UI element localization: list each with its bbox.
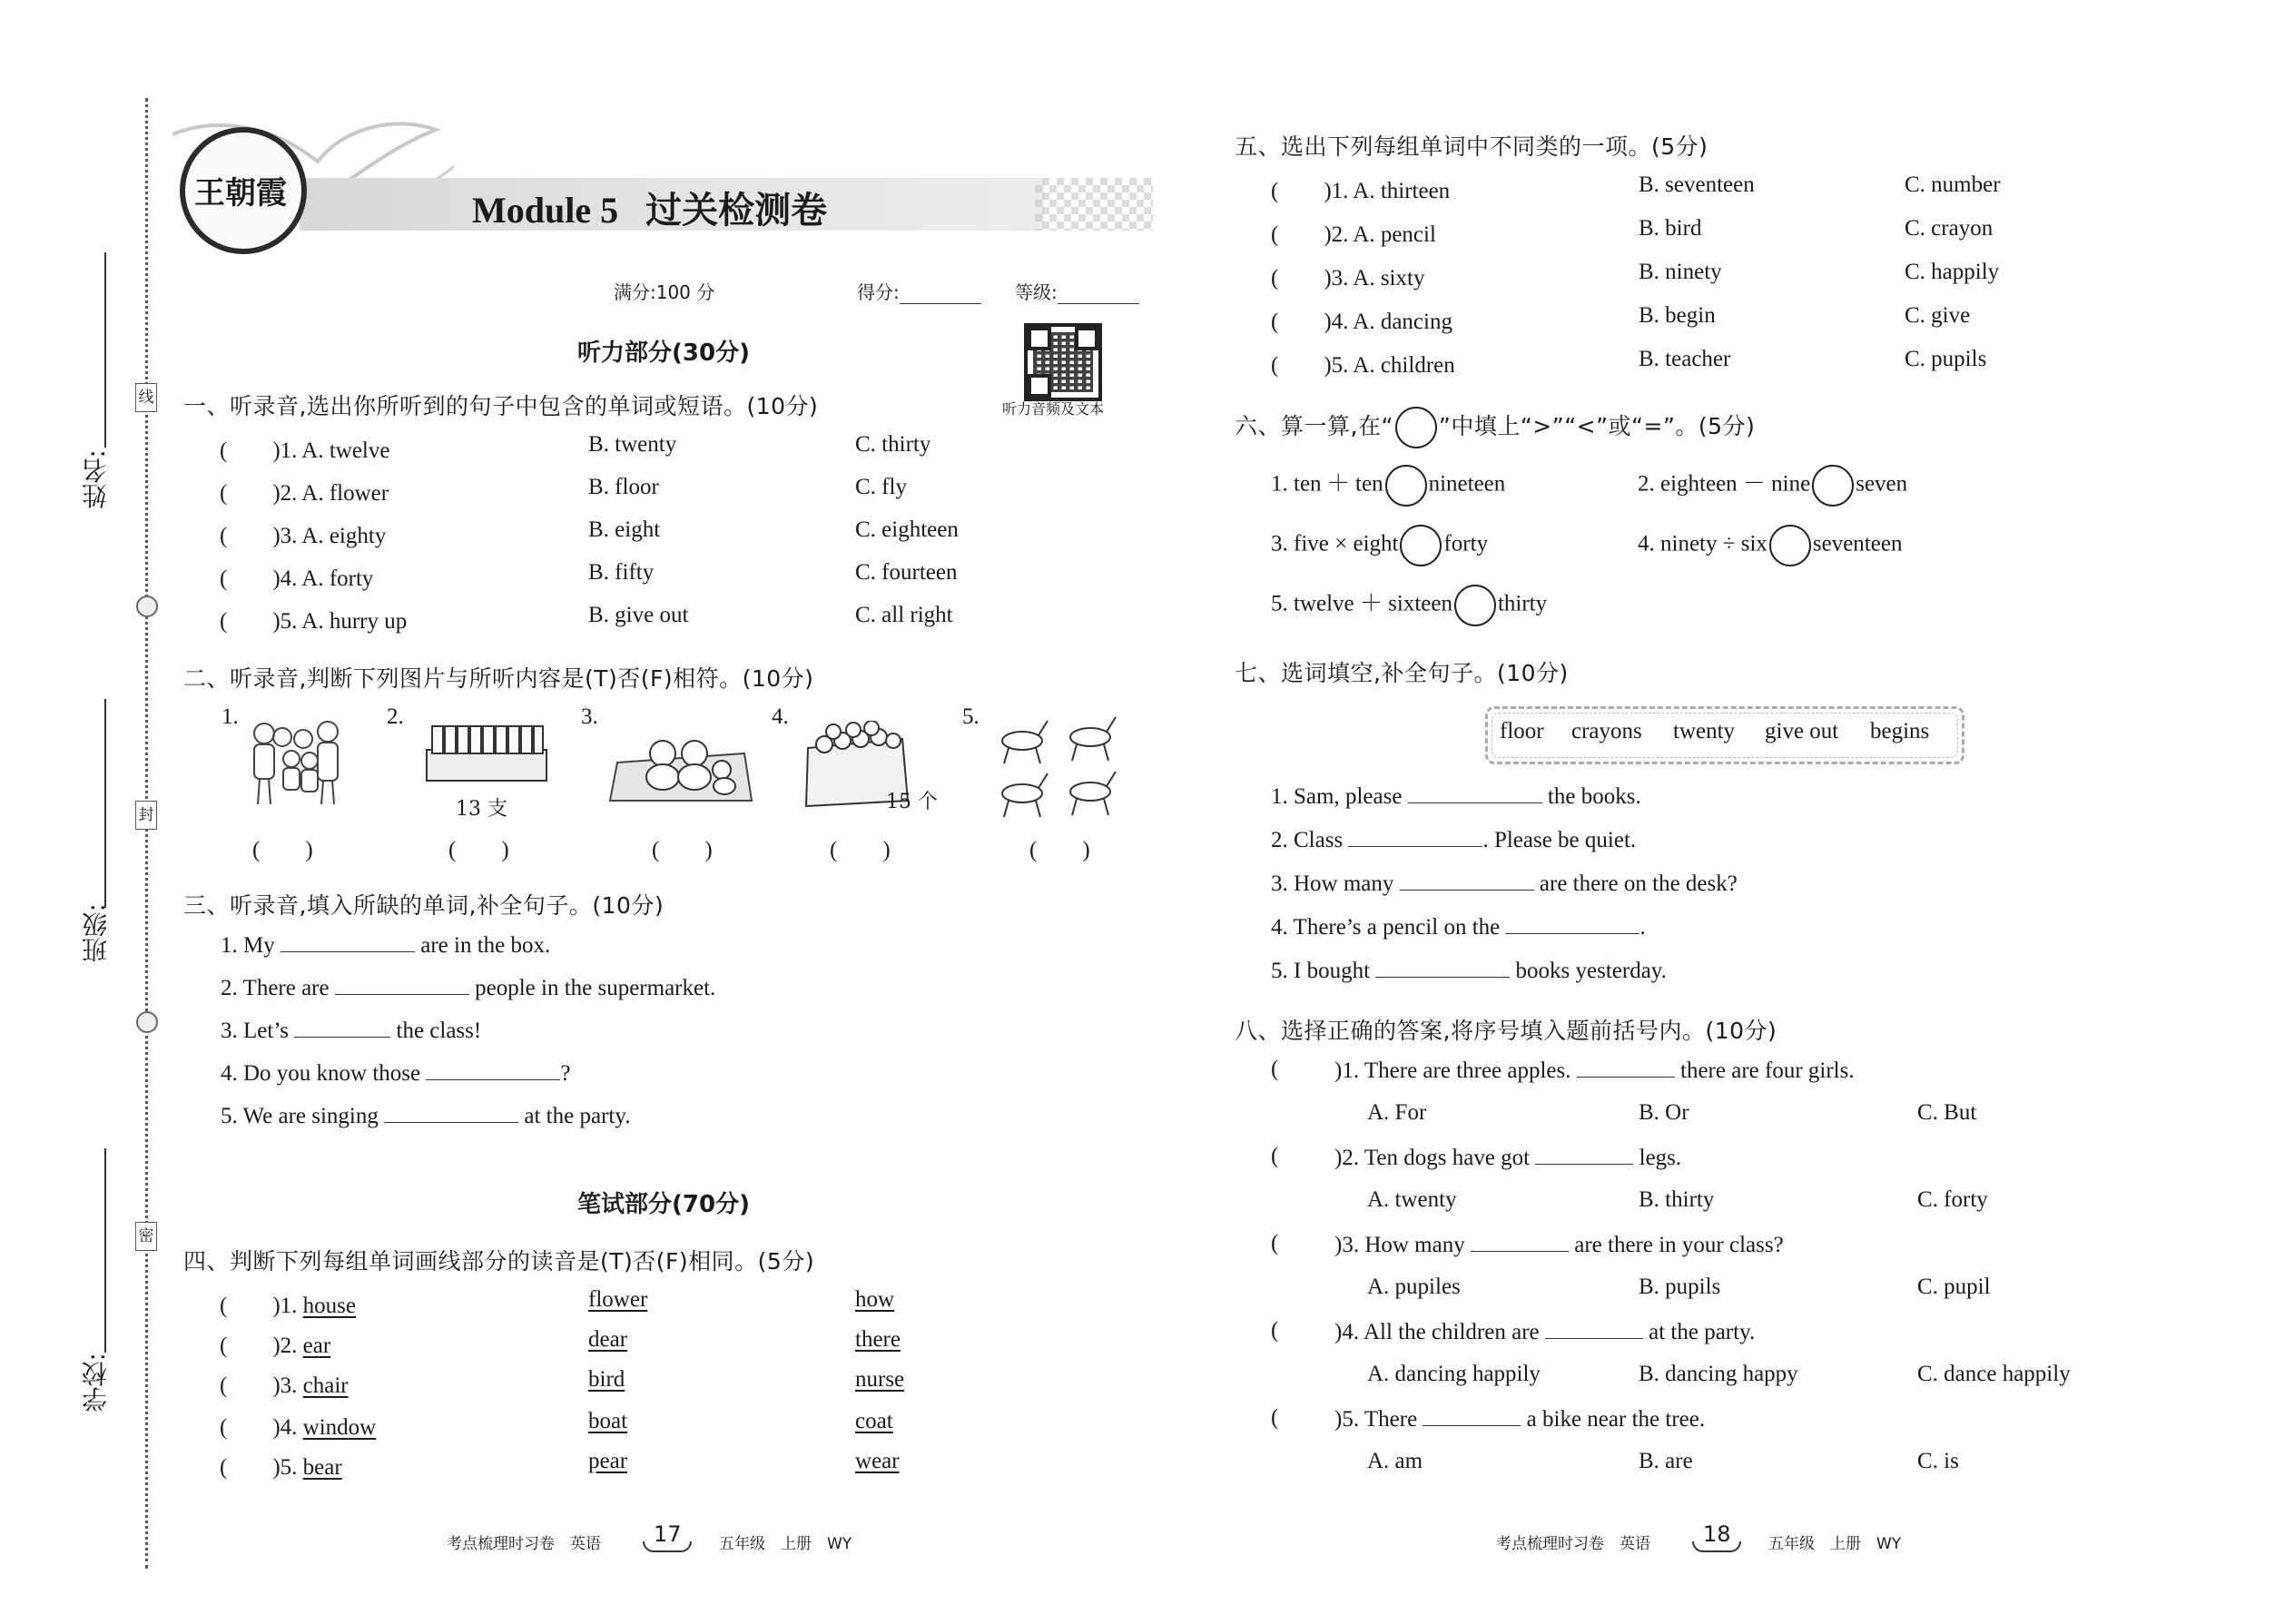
s1-q3[interactable]: ( )3. A. eighty (220, 524, 387, 548)
s1-q2-c: C. fly (855, 475, 907, 499)
s7-item-2: 2. Class . Please be quiet. (1271, 828, 1637, 852)
s6-circle-2[interactable] (1812, 465, 1854, 507)
score-label: 得分: (857, 281, 900, 303)
s5-q2-c: C. crayon (1905, 216, 1994, 241)
s4-q2[interactable]: ( )2. ear (220, 1334, 331, 1358)
section-1-title: 一、听录音,选出你所听到的句子中包含的单词或短语。(10分) (183, 393, 819, 419)
binding-dotted-line (145, 98, 148, 1569)
section-8-title: 八、选择正确的答案,将序号填入题前括号内。(10分) (1235, 1018, 1777, 1044)
footer-right-tail: 五年级 上册 WY (1768, 1535, 1902, 1553)
class-label: 班级: (81, 903, 111, 963)
grade-label: 等级: (1015, 281, 1058, 303)
s4-q1[interactable]: ( )1. house (220, 1294, 356, 1318)
binding-tag-secret: 密 (135, 1222, 157, 1251)
name-label: 姓名: (81, 449, 111, 509)
s5-q3-b: B. ninety (1639, 260, 1722, 284)
s6-item-1: 1. ten ＋ ten nineteen (1271, 465, 1505, 507)
s8-q2-c: C. forty (1917, 1187, 1988, 1212)
animals-picture (608, 717, 753, 808)
family-picture (241, 714, 350, 813)
s7-blank-4[interactable] (1505, 913, 1639, 934)
s4-q5-word2: pear (588, 1449, 628, 1473)
footer-left-text: 考点梳理时习卷 英语 (447, 1535, 601, 1553)
s3-item-2: 2. There are people in the supermarket. (221, 976, 716, 1000)
s6-circle-4[interactable] (1769, 525, 1811, 566)
s5-q4-c: C. give (1905, 303, 1971, 328)
pic-num-3: 3. (581, 704, 598, 729)
word-bank-item: give out (1765, 719, 1839, 743)
s4-q2-word2: dear (588, 1327, 628, 1352)
s4-q2-word3: there (855, 1327, 901, 1352)
s8-q1-c: C. But (1917, 1100, 1977, 1125)
s5-q4[interactable]: ( )4. A. dancing (1271, 310, 1452, 334)
pic-5-answer-bracket[interactable]: ( ) (1029, 838, 1090, 862)
s3-blank-5[interactable] (384, 1102, 518, 1123)
s5-q1-b: B. seventeen (1639, 172, 1755, 197)
s4-q3-word2: bird (588, 1367, 625, 1392)
s6-circle-5[interactable] (1454, 585, 1496, 626)
s8-q3: )3. How many are there in your class? (1334, 1233, 1784, 1257)
s8-q4: )4. All the children are at the party. (1334, 1320, 1756, 1344)
word-bank-item: floor (1500, 719, 1544, 743)
qr-caption: 听力音频及文本 (1002, 400, 1105, 418)
binding-hole-icon (136, 1011, 158, 1033)
s4-q3-word3: nurse (855, 1367, 905, 1392)
s8-q3-c: C. pupil (1917, 1275, 1991, 1299)
binding-tag-seal: 封 (135, 801, 157, 830)
s4-q4[interactable]: ( )4. window (220, 1415, 377, 1440)
section-4-title: 四、判断下列每组单词画线部分的读音是(T)否(F)相同。(5分) (183, 1248, 815, 1275)
s8-q1-b: B. Or (1639, 1100, 1689, 1125)
s4-q4-word2: boat (588, 1409, 628, 1433)
section-5-title: 五、选出下列每组单词中不同类的一项。(5分) (1235, 133, 1708, 160)
name-blank-line[interactable] (104, 252, 106, 448)
pic-2-caption: 13 支 (456, 798, 507, 821)
logo-text: 王朝霞 (194, 175, 287, 212)
pic-4-caption: 15 个 (886, 791, 938, 813)
school-label: 学校: (81, 1353, 111, 1412)
horses-picture (986, 714, 1131, 822)
pic-num-5: 5. (962, 704, 980, 729)
s3-item-3: 3. Let’s the class! (221, 1019, 482, 1043)
school-blank-line[interactable] (104, 1148, 106, 1353)
s8-q1: )1. There are three apples. there are four girls. (1334, 1058, 1855, 1083)
s3-item-4: 4. Do you know those ? (221, 1061, 571, 1086)
pic-num-4: 4. (772, 704, 789, 729)
pencils-box-picture (423, 723, 550, 786)
s8-q5-b: B. are (1639, 1449, 1693, 1473)
section-3-title: 三、听录音,填入所缺的单词,补全句子。(10分) (183, 892, 665, 919)
word-bank-item: crayons (1571, 719, 1642, 743)
footer-right-text: 考点梳理时习卷 英语 (1496, 1535, 1650, 1553)
pic-num-2: 2. (387, 704, 404, 729)
s5-q2[interactable]: ( )2. A. pencil (1271, 222, 1436, 247)
s6-circle-3[interactable] (1400, 525, 1442, 566)
s7-blank-5[interactable] (1375, 957, 1510, 978)
s5-q5-c: C. pupils (1905, 347, 1987, 371)
s1-q5-c: C. all right (855, 603, 953, 627)
s8-q2: )2. Ten dogs have got legs. (1334, 1146, 1682, 1170)
s6-item-4: 4. ninety ÷ six seventeen (1638, 525, 1902, 566)
s8-q4-b: B. dancing happy (1639, 1362, 1798, 1386)
s6-circle-1[interactable] (1385, 465, 1427, 507)
s3-blank-3[interactable] (294, 1017, 390, 1038)
s8-q2-a: A. twenty (1367, 1187, 1457, 1212)
s1-q4-b: B. fifty (588, 560, 655, 585)
s6-item-3: 3. five × eight forty (1271, 525, 1488, 566)
s1-q2[interactable]: ( )2. A. flower (220, 481, 389, 506)
s3-blank-4[interactable] (426, 1059, 560, 1080)
s1-q1[interactable]: ( )1. A. twelve (220, 438, 390, 463)
s3-item-5: 5. We are singing at the party. (221, 1104, 631, 1128)
s3-item-1: 1. My are in the box. (221, 933, 551, 958)
binding-tag-line: 线 (135, 383, 157, 412)
s6-item-5: 5. twelve ＋ sixteen thirty (1271, 585, 1547, 626)
s8-blank-2[interactable] (1535, 1144, 1633, 1165)
s8-q4-a: A. dancing happily (1367, 1362, 1541, 1386)
s4-q3[interactable]: ( )3. chair (220, 1373, 349, 1398)
s7-item-1: 1. Sam, please the books. (1271, 784, 1641, 809)
s5-q3[interactable]: ( )3. A. sixty (1271, 266, 1425, 290)
s8-q1-bracket[interactable]: ( (1271, 1057, 1279, 1081)
s7-blank-2[interactable] (1348, 826, 1482, 847)
pic-3-answer-bracket[interactable]: ( ) (652, 838, 713, 862)
full-score-label: 满分:100 分 (614, 281, 715, 303)
s4-q5-word3: wear (855, 1449, 900, 1473)
s7-item-4: 4. There’s a pencil on the . (1271, 915, 1646, 940)
s5-q5[interactable]: ( )5. A. children (1271, 353, 1455, 378)
score-blank[interactable] (900, 283, 981, 304)
section-6-title: 六、算一算,在“ ”中填上“>”“<”或“=”。(5分) (1235, 407, 1755, 448)
s5-q5-b: B. teacher (1639, 347, 1731, 371)
s8-q2-bracket[interactable]: ( (1271, 1144, 1279, 1168)
pic-num-1: 1. (222, 704, 239, 729)
s8-blank-1[interactable] (1577, 1057, 1675, 1078)
s8-q5-bracket[interactable]: ( (1271, 1405, 1279, 1430)
pic-4-answer-bracket[interactable]: ( ) (830, 838, 891, 862)
s1-q3-c: C. eighteen (855, 517, 959, 542)
s5-q4-b: B. begin (1639, 303, 1716, 328)
s8-blank-4[interactable] (1545, 1318, 1643, 1339)
listening-part-title: 听力部分(30分) (577, 340, 750, 367)
score-field (857, 278, 981, 304)
s1-q2-b: B. floor (588, 475, 659, 499)
s1-q3-b: B. eight (588, 517, 661, 542)
s5-q3-c: C. happily (1905, 260, 2000, 284)
s1-q4[interactable]: ( )4. A. forty (220, 566, 374, 591)
s5-q2-b: B. bird (1639, 216, 1702, 241)
s1-q5[interactable]: ( )5. A. hurry up (220, 609, 408, 634)
s8-q3-bracket[interactable]: ( (1271, 1231, 1279, 1255)
s8-q2-b: B. thirty (1639, 1187, 1715, 1212)
s8-q5-c: C. is (1917, 1449, 1959, 1473)
s1-q5-b: B. give out (588, 603, 689, 627)
s1-q1-b: B. twenty (588, 432, 677, 457)
page-number-right: 18 (1703, 1521, 1731, 1547)
s4-q1-word2: flower (588, 1287, 648, 1312)
s3-blank-1[interactable] (281, 931, 415, 952)
s8-q3-b: B. pupils (1639, 1275, 1721, 1299)
s1-q1-c: C. thirty (855, 432, 931, 457)
pic-2-answer-bracket[interactable]: ( ) (448, 838, 509, 862)
s4-q5[interactable]: ( )5. bear (220, 1455, 342, 1480)
s4-q4-word3: coat (855, 1409, 893, 1433)
grade-blank[interactable] (1058, 283, 1139, 304)
s8-q3-a: A. pupiles (1367, 1275, 1461, 1299)
qr-code-icon[interactable] (1024, 323, 1102, 401)
s4-q1-word3: how (855, 1287, 895, 1312)
s8-q5-a: A. am (1367, 1449, 1423, 1473)
s5-q1[interactable]: ( )1. A. thirteen (1271, 179, 1451, 203)
pic-1-answer-bracket[interactable]: ( ) (252, 838, 313, 862)
s7-blank-1[interactable] (1408, 782, 1542, 803)
s7-item-3: 3. How many are there on the desk? (1271, 871, 1738, 896)
s8-q4-c: C. dance happily (1917, 1362, 2071, 1386)
footer-left-tail: 五年级 上册 WY (719, 1535, 852, 1553)
page-title: Module 5 过关检测卷 (472, 190, 828, 231)
section-2-title: 二、听录音,判断下列图片与所听内容是(T)否(F)相符。(10分) (183, 665, 814, 692)
binding-hole-icon (136, 595, 158, 617)
s8-blank-3[interactable] (1471, 1231, 1569, 1252)
s7-item-5: 5. I bought books yesterday. (1271, 959, 1667, 983)
circle-symbol-icon (1395, 407, 1437, 448)
word-bank-item: begins (1870, 719, 1930, 743)
s8-q4-bracket[interactable]: ( (1271, 1318, 1279, 1343)
s3-blank-2[interactable] (335, 974, 469, 995)
s5-q1-c: C. number (1905, 172, 2001, 197)
page-number-left: 17 (654, 1521, 682, 1547)
class-blank-line[interactable] (104, 699, 106, 908)
s8-blank-5[interactable] (1423, 1405, 1521, 1426)
grade-field (1015, 278, 1139, 304)
section-7-title: 七、选词填空,补全句子。(10分) (1235, 660, 1569, 686)
s6-item-2: 2. eighteen － nine seven (1638, 465, 1907, 507)
s8-q1-a: A. For (1367, 1100, 1427, 1125)
banner-checker-pattern (1035, 178, 1153, 231)
word-bank-item: twenty (1673, 719, 1736, 743)
s7-blank-3[interactable] (1400, 870, 1534, 891)
s8-q5: )5. There a bike near the tree. (1334, 1407, 1706, 1432)
s1-q4-c: C. fourteen (855, 560, 958, 585)
writing-part-title: 笔试部分(70分) (577, 1191, 750, 1218)
